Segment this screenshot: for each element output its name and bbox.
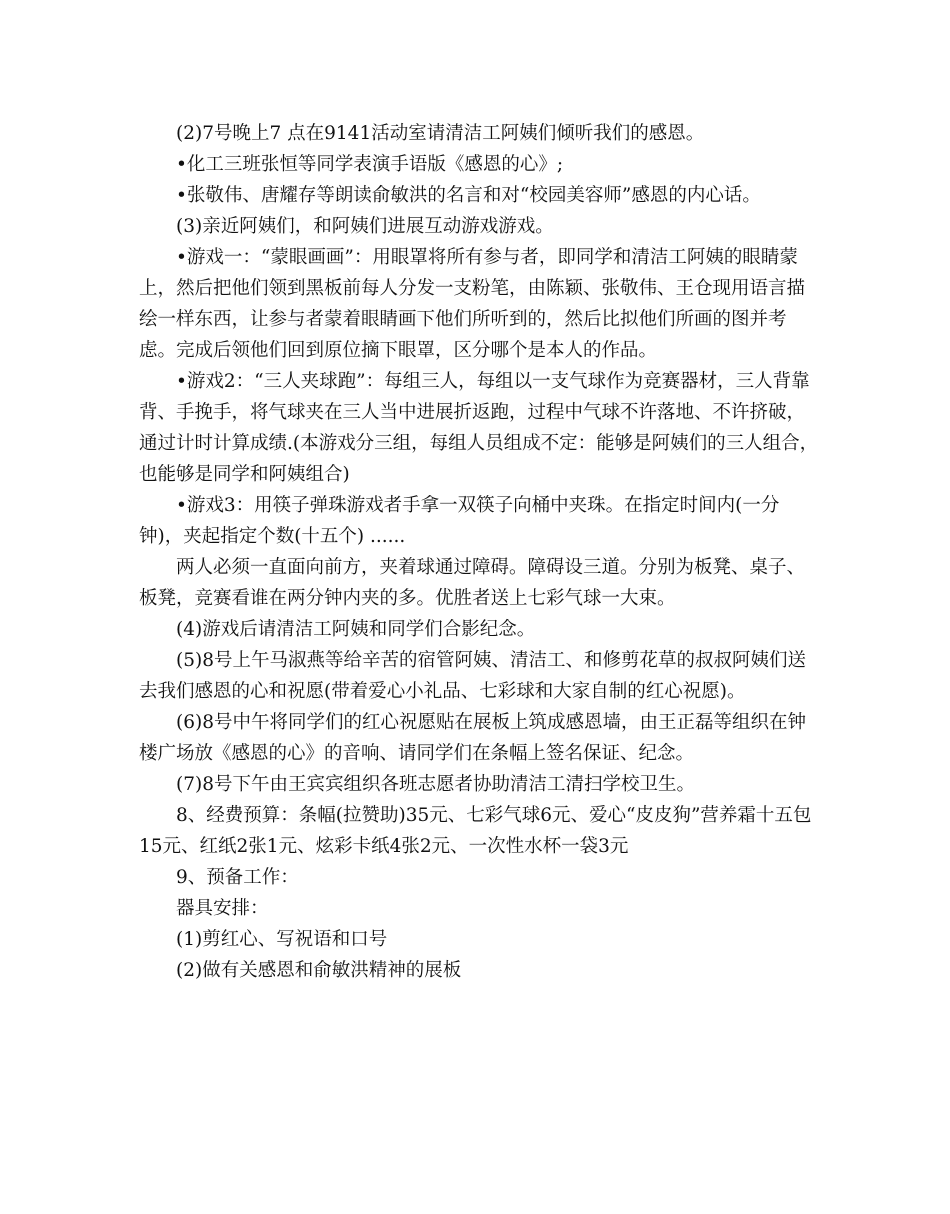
paragraph-preparation-heading: 9、预备工作： <box>176 867 299 888</box>
paragraph-game-rules: 两人必须一直面向前方，夹着球通过障碍。障碍设三道。分别为板凳、桌子、板凳，竞赛看谁在两分钟内夹的多。优胜者送上七彩气球一大束。 <box>139 557 806 609</box>
paragraph-reading-quotes: •张敬伟、唐耀存等朗读俞敏洪的名言和对“校园美容师”感恩的内心话。 <box>176 185 761 206</box>
paragraph-game-three-chopsticks: •游戏3：用筷子弹珠游戏者手拿一双筷子向桶中夹珠。在指定时间内(一分钟)，夹起指定个数(十五个) ...... <box>139 495 780 547</box>
document-body <box>139 118 819 986</box>
paragraph-budget: 8、经费预算：条幅(拉赞助)35元、七彩气球6元、爱心“皮皮狗”营养霜十五包15元、红纸2张1元、炫彩卡纸4张2元、一次性水杯一袋3元 <box>139 805 812 857</box>
paragraph-activity-room-thanks: (2)7号晚上7 点在9141活动室请清洁工阿姨们倾听我们的感恩。 <box>176 123 705 144</box>
paragraph-game-two-balloon-run: •游戏2：“三人夹球跑”：每组三人，每组以一支气球作为竞赛器材，三人背靠背、手挽手，将气球夹在三人当中进展折返跑，过程中气球不许落地、不许挤破，通过计时计算成绩.(本游戏分三组，每组人员组成不定：能够是阿姨们的三人组合，也能够是同学和阿姨组合) <box>139 371 819 485</box>
paragraph-sign-language-performance: •化工三班张恒等同学表演手语版《感恩的心》; <box>176 154 564 175</box>
paragraph-equipment-heading: 器具安排： <box>176 898 269 919</box>
paragraph-group-photo: (4)游戏后请清洁工阿姨和同学们合影纪念。 <box>176 619 536 640</box>
paragraph-equipment-item-two: (2)做有关感恩和俞敏洪精神的展板 <box>176 960 462 981</box>
paragraph-gratitude-wall: (6)8号中午将同学们的红心祝愿贴在展板上筑成感恩墙，由王正磊等组织在钟楼广场放《感恩的心》的音响、请同学们在条幅上签名保证、纪念。 <box>139 712 806 764</box>
paragraph-game-one-blindfold-drawing: •游戏一：“蒙眼画画”：用眼罩将所有参与者，即同学和清洁工阿姨的眼睛蒙上，然后把他们领到黑板前每人分发一支粉笔，由陈颖、张敬伟、王仓现用语言描绘一样东西，让参与者蒙着眼睛画下他们所听到的，然后比拟他们所画的图并考虑。完成后领他们回到原位摘下眼罩，区分哪个是本人的作品。 <box>139 247 806 361</box>
paragraph-interactive-games-heading: (3)亲近阿姨们，和阿姨们进展互动游戏游戏。 <box>176 216 554 237</box>
paragraph-afternoon-cleaning: (7)8号下午由王宾宾组织各班志愿者协助清洁工清扫学校卫生。 <box>176 774 695 795</box>
paragraph-morning-gifts: (5)8号上午马淑燕等给辛苦的宿管阿姨、清洁工、和修剪花草的叔叔阿姨们送去我们感恩的心和祝愿(带着爱心小礼品、七彩球和大家自制的红心祝愿)。 <box>139 650 806 702</box>
paragraph-equipment-item-one: (1)剪红心、写祝语和口号 <box>176 929 388 950</box>
